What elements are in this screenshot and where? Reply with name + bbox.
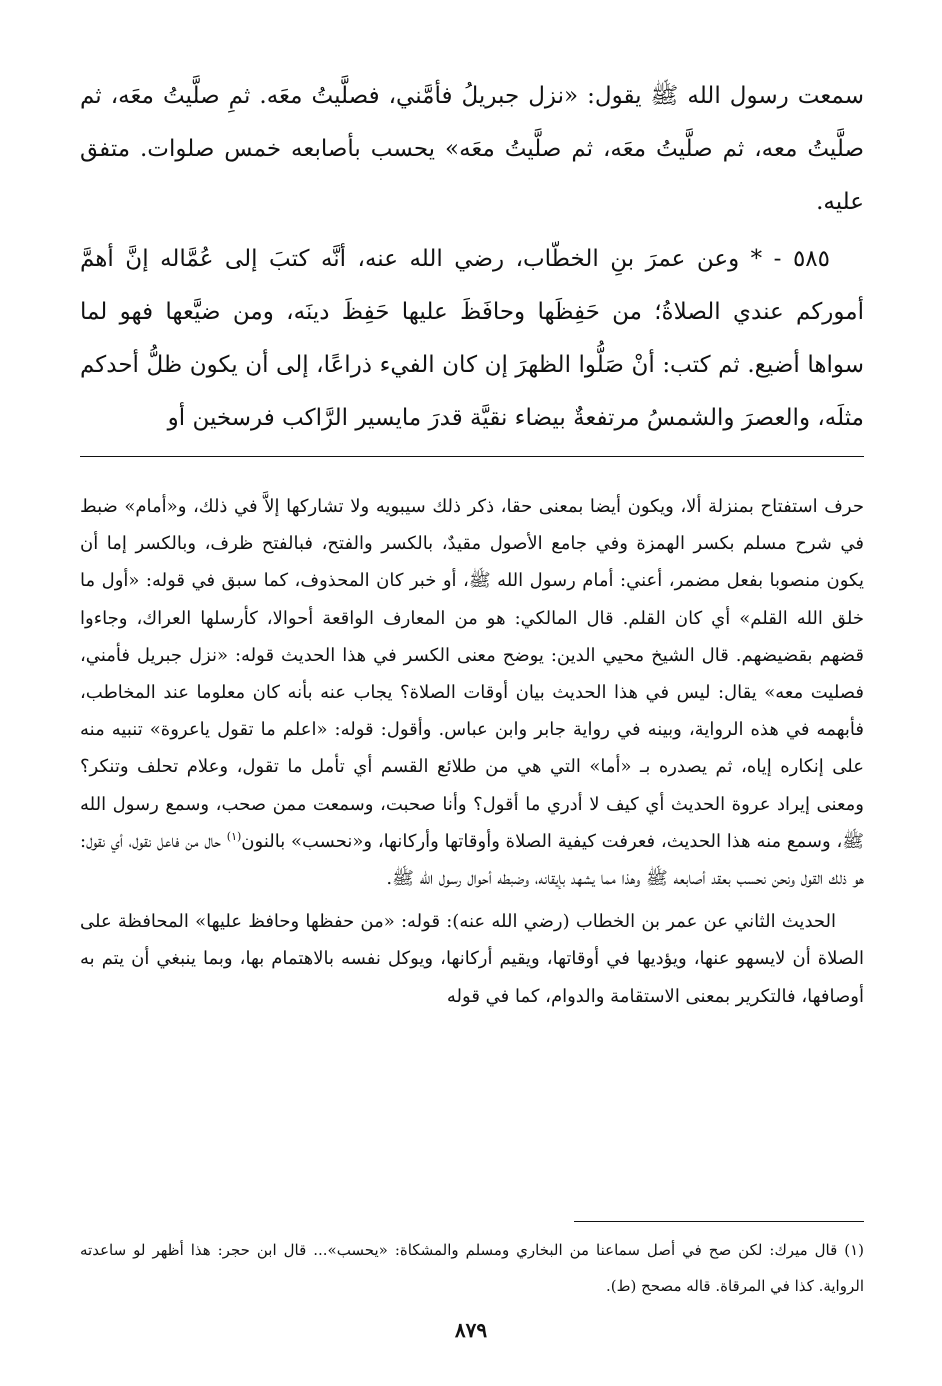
footnote-reference: (١): [226, 829, 242, 843]
main-paragraph: سمعت رسول الله ﷺ يقول: «نزل جبريلُ فأمَّني، فصلَّيتُ معَه. ثمِ صلَّيتُ معَه، ثم صلَّيتُ معه، ثم صلَّيتُ معَه، ثم صلَّيتُ معَه» يحسب بأصابعه خمس صلوات. متفق عليه.: [80, 83, 864, 215]
commentary-text: [80, 488, 864, 1021]
footnote: [80, 1232, 864, 1304]
commentary-paragraph: الحديث الثاني عن عمر بن الخطاب (رضي الله عنه): قوله: «من حفظها وحافظ عليها» المحافظة على الصلاة أن لايسهو عنها، ويؤديها في أوقاتها، ويقيم أركانها، ويوكل نفسه بالاهتمام بها، وبما ينبغي أن يتم به أوصافها، فالتكرير بمعنى الاستقامة والدوام، كما في قوله: [80, 911, 864, 1007]
footnote-divider: [574, 1221, 864, 1222]
commentary-text-before-note: حرف استفتاح بمنزلة ألا، ويكون أيضا بمعنى حقا، ذكر ذلك سيبويه ولا تشاركها إلاَّ في ذلك، و«أمام» ضبط في شرح مسلم بكسر الهمزة وفي جامع الأصول مقيدٌ، بالكسر والفتح، فبالفتح ظرف، وبالكسر إما أن يكون منصوبا بفعل مضمر، أعني: أمام رسول الله ﷺ، أو خبر كان المحذوف، كما سبق في قوله: «أول ما خلق الله القلم» أي كان القلم. قال المالكي: هو من المعارف الواقعة أحوالا، كأرسلها العراك، وجاءوا قضهم بقضيضهم. قال الشيخ محيي الدين: يوضح معنى الكسر في هذا الحديث قوله: «نزل جبريل فأمني، فصليت معه» يقال: ليس في هذا الحديث بيان أوقات الصلاة؟ يجاب عنه بأنه كان معلوما عند المخاطب، فأبهمه في هذه الرواية، وبينه في رواية جابر وابن عباس. وأقول: قوله: «اعلم ما تقول ياعروة» تنبيه منه على إنكاره إياه، ثم يصدره بـ «أما» التي هي من طلائع القسم أي تأمل ما تقول، وعلام تحلف وتنكر؟ ومعنى إيراد عروة الحديث أي كيف لا أدري ما أقول؟ وأنا صحبت، وسمعت ممن صحب، وسمع رسول الله ﷺ، وسمع منه هذا الحديث، فعرفت كيفية الصلاة وأوقاتها وأركانها، و«نحسب» بالنون: [80, 496, 865, 852]
commentary-paragraph: [80, 488, 864, 897]
footnote-text: (١) قال ميرك: لكن صح في أصل سماعنا من البخاري ومسلم والمشكاة: «يحسب»... قال ابن حجر: هذا أظهر لو ساعدته الرواية. كذا في المرقاة. قاله مصحح (ط).: [80, 1241, 864, 1295]
commentary-text-after-note: حال من فاعل نقول، أي نقول: هو ذلك القول ونحن نحسب بعقد أصابعه ﷺ وهذا مما يشهد بإيقانه، وضبطه أحوال رسول الله ﷺ.: [80, 830, 864, 890]
main-text: [80, 70, 864, 449]
page-number: ٨٧٩: [454, 1318, 488, 1342]
hadith-585-paragraph: ٥٨٥ - * وعن عمرَ بنِ الخطّاب، رضي الله عنه، أنَّه كتبَ إلى عُمَّاله إنَّ أهمَّ أموركم عندي الصلاةُ؛ من حَفِظَها وحافَظَ عليها حَفِظَ دينَه، ومن ضيَّعها فهو لما سواها أضيع. ثم كتب: أنْ صَلُّوا الظهرَ إن كان الفيء ذراعًا، إلى أن يكون ظلُّ أحدكم مثلَه، والعصرَ والشمسُ مرتفعةٌ بيضاء نقيَّة قدرَ مايسير الرَّاكب فرسخين أو: [80, 246, 864, 431]
main-text-divider: [80, 456, 864, 457]
